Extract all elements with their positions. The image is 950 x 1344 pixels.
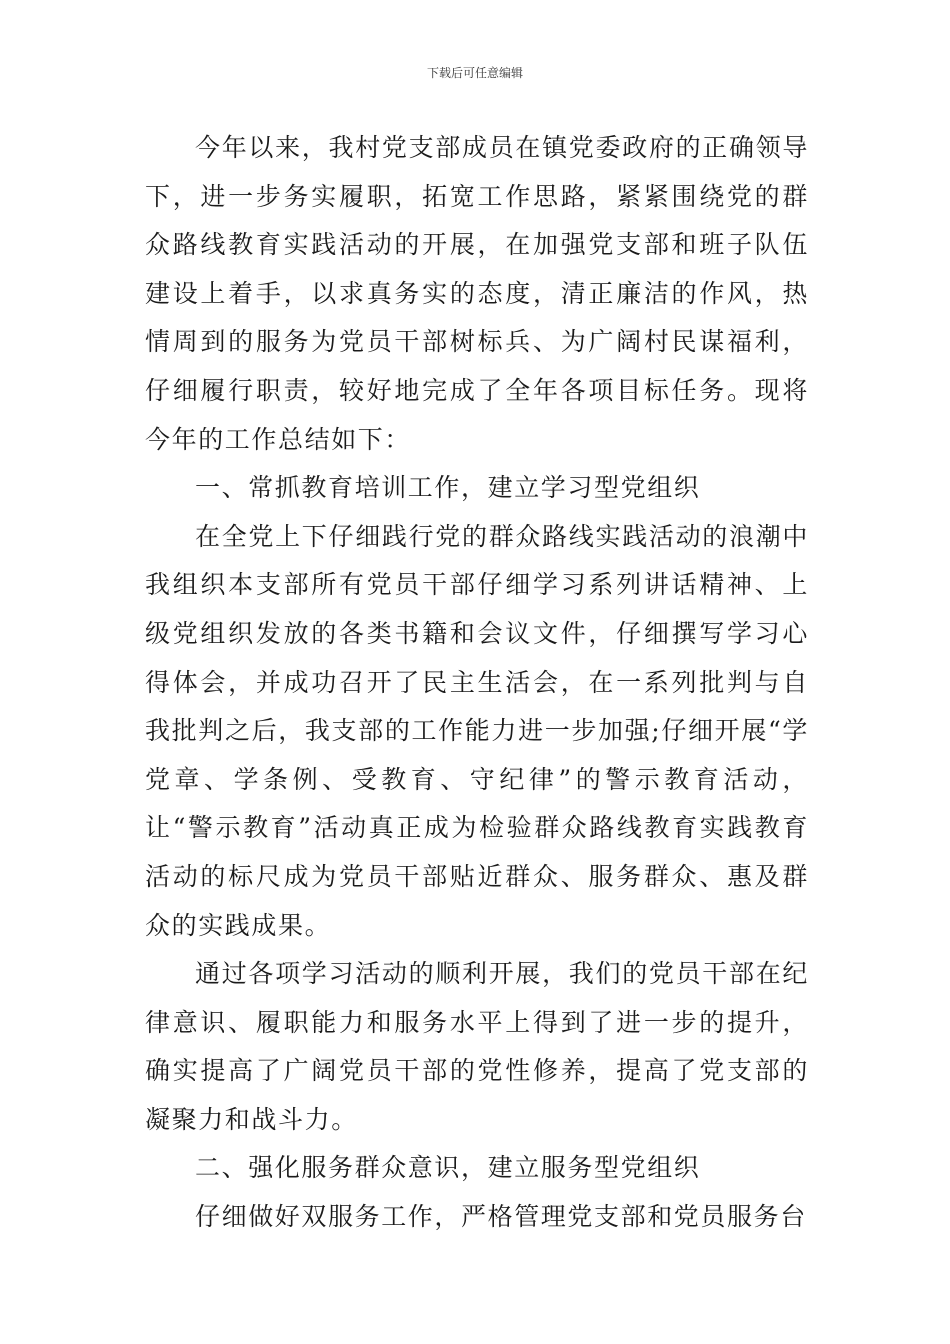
page-header-note: 下载后可任意编辑 [426,66,523,80]
section-1-paragraph-1: 在全党上下仔细践行党的群众路线实践活动的浪潮中我组织本支部所有党员干部仔细学习系列讲话精神、上级党组织发放的各类书籍和会议文件，仔细撰写学习心得体会，并成功召开了民主生活会，在一系列批判与自我批判之后，我支部的工作能力进一步加强;仔细开展“学党章、学条例、受教育、守纪律”的警示教育活动，让“警示教育”活动真正成为检验群众路线教育实践教育活动的标尺成为党员干部贴近群众、服务群众、惠及群众的实践成果。 [145,521,809,940]
intro-paragraph: 今年以来，我村党支部成员在镇党委政府的正确领导下，进一步务实履职，拓宽工作思路，紧紧围绕党的群众路线教育实践活动的开展，在加强党支部和班子队伍建设上着手，以求真务实的态度，清正廉洁的作风，热情周到的服务为党员干部树标兵、为广阔村民谋福利，仔细履行职责，较好地完成了全年各项目标任务。现将今年的工作总结如下： [145,133,809,454]
document-body [145,124,809,1242]
section-heading-2: 二、强化服务群众意识，建立服务型党组织 [195,1153,701,1183]
section-heading-1: 一、常抓教育培训工作，建立学习型党组织 [195,473,701,503]
section-1-paragraph-2: 通过各项学习活动的顺利开展，我们的党员干部在纪律意识、履职能力和服务水平上得到了进一步的提升，确实提高了广阔党员干部的党性修养，提高了党支部的凝聚力和战斗力。 [145,959,809,1134]
section-2-paragraph-1: 仔细做好双服务工作，严格管理党支部和党员服务台 [195,1202,807,1232]
